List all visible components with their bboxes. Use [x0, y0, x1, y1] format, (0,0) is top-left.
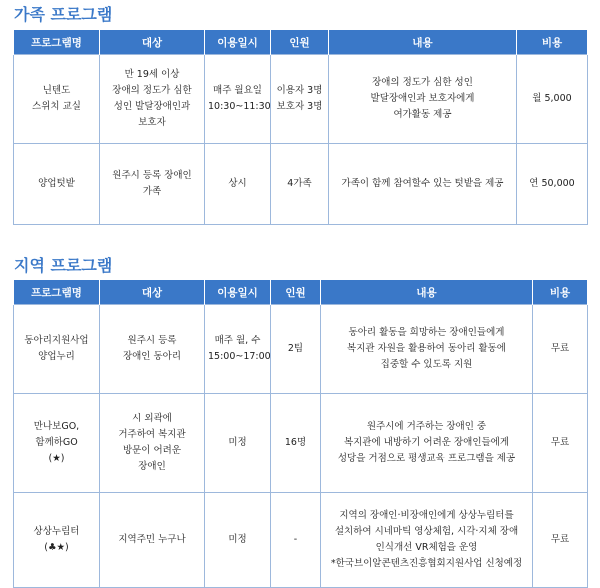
table-row: [14, 394, 588, 493]
header-program-name: 프로그램명: [14, 30, 100, 55]
cell-schedule: 매주 월, 수 15:00~17:00: [205, 305, 271, 394]
cell-schedule: 상시: [205, 144, 271, 225]
header-schedule: 이용일시: [205, 280, 271, 305]
table-header-row: [14, 280, 588, 305]
cell-program-name: 닌텐도 스위치 교실: [14, 55, 100, 144]
header-target: 대상: [100, 280, 205, 305]
cell-program-name: 상상누림터 (♣★): [14, 493, 100, 588]
table-row: [14, 493, 588, 588]
cell-schedule: 미정: [205, 493, 271, 588]
cell-target: 원주시 등록 장애인 가족: [100, 144, 205, 225]
header-program-name: 프로그램명: [14, 280, 100, 305]
cell-content: 가족이 함께 참여할수 있는 텃밭을 제공: [329, 144, 517, 225]
cell-content: 원주시에 거주하는 장애인 중 복지관에 내방하기 어려운 장애인들에게 성당을 거점으로 평생교육 프로그램을 제공: [321, 394, 533, 493]
cell-target: 원주시 등록 장애인 동아리: [100, 305, 205, 394]
cell-target: 만 19세 이상 장애의 정도가 심한 성인 발달장애인과 보호자: [100, 55, 205, 144]
family-program-title: 가족 프로그램: [14, 5, 113, 24]
cell-target: 지역주민 누구나: [100, 493, 205, 588]
table-row: [14, 144, 588, 225]
cell-people: -: [271, 493, 321, 588]
cell-people: 이용자 3명 보호자 3명: [271, 55, 329, 144]
cell-schedule: 매주 월요일 10:30~11:30: [205, 55, 271, 144]
header-schedule: 이용일시: [205, 30, 271, 55]
cell-content: 장애의 정도가 심한 성인 발달장애인과 보호자에게 여가활동 제공: [329, 55, 517, 144]
cell-people: 2팀: [271, 305, 321, 394]
table-header-row: [14, 30, 588, 55]
cell-people: 16명: [271, 394, 321, 493]
cell-program-name: 동아리지원사업 양업누리: [14, 305, 100, 394]
cell-target: 시 외곽에 거주하여 복지관 방문이 어려운 장애인: [100, 394, 205, 493]
cell-cost: 무료: [533, 305, 588, 394]
community-program-table: [13, 280, 588, 588]
cell-cost: 무료: [533, 493, 588, 588]
cell-content: 동아리 활동을 희망하는 장애인들에게 복지관 자원을 활용하여 동아리 활동에 집중할 수 있도록 지원: [321, 305, 533, 394]
family-program-table: [13, 30, 588, 225]
table-row: [14, 305, 588, 394]
cell-program-name: 만나보GO, 함께하GO (★): [14, 394, 100, 493]
header-content: 내용: [321, 280, 533, 305]
cell-program-name: 양업텃밭: [14, 144, 100, 225]
header-cost: 비용: [517, 30, 588, 55]
cell-cost: 무료: [533, 394, 588, 493]
cell-people: 4가족: [271, 144, 329, 225]
cell-schedule: 미정: [205, 394, 271, 493]
cell-cost: 연 50,000: [517, 144, 588, 225]
header-people: 인원: [271, 30, 329, 55]
cell-cost: 월 5,000: [517, 55, 588, 144]
header-people: 인원: [271, 280, 321, 305]
community-program-title: 지역 프로그램: [14, 256, 113, 275]
header-cost: 비용: [533, 280, 588, 305]
header-content: 내용: [329, 30, 517, 55]
header-target: 대상: [100, 30, 205, 55]
table-row: [14, 55, 588, 144]
cell-content: 지역의 장애인·비장애인에게 상상누림터를 설치하여 시네마틱 영상체험, 시각·지체 장애 인식개선 VR체험을 운영 *한국브이알콘텐츠진흥협회지원사업 신청예정: [321, 493, 533, 588]
